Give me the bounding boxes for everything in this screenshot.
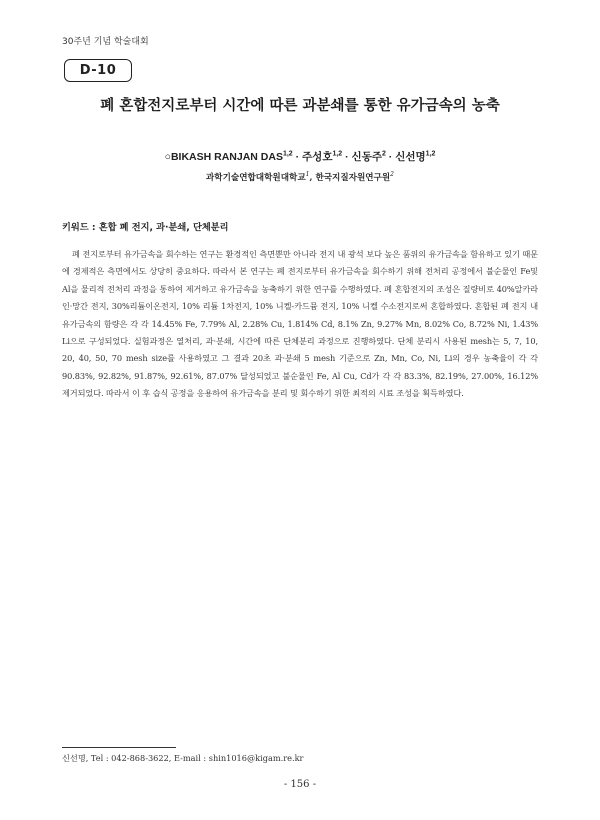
session-code-badge: D-10 xyxy=(64,59,132,82)
affiliation-1: 과학기술연합대학원대학교$^1$, xyxy=(206,171,316,183)
author-3: 신동주$^2$ · xyxy=(351,150,396,163)
author-4: 신선명$^{1,2}$ xyxy=(395,150,436,163)
abstract-body: 폐 전지로부터 유가금속을 회수하는 연구는 환경적인 측면뿐만 아니라 전지 내 광석 보다 높은 품위의 유가금속을 함유하고 있기 때문에 경제적은 측면에서도 상당히 중요하다. 따라서 본 연구는 폐 전지로부터 유가금속을 회수하기 위해 전처리 공정에서 불순물인 Fe및 Al을 물리적 전처리 과정을 통하여 제거하고 유가금속을 농축하기 위한 연구를 수행하였다. 폐 혼합전지의 조성은 질량비로 40%알카라인·망간 전지, 30%리튬이온전지, 10% 리튬 1차전지, 10% 니켈-카드뮴 전지, 10% 니켈 수소전지로써 혼합하였다. 혼합된 폐 전지 내 유가금속의 함량은 각 각 14.45% Fe, 7.79% Al, 2.28% Cu, 1.814% Cd, 8.1% Zn, 9.27% Mn, 8.02% Co, 8.72% Ni, 1.43% Li으로 구성되었다. 실험과정은 열처리, 과·분쇄, 시간에 따른 단체분리 과정으로 진행하였다. 단체 분리시 사용된 mesh는 5, 7, 10, 20, 40, 50, 70 mesh size를 사용하였고 그 결과 20초 과·분쇄 5 mesh 기준으로 Zn, Mn, Co, Ni, Li의 경우 농축율이 각 각 90.83%, 92.82%, 91.87%, 92.61%, 87.07% 달성되었고 불순물인 Fe, Al Cu, Cd가 각 각 83.3%, 82.19%, 27.00%, 16.12% 제거되었다. 따라서 이 후 습식 공정을 응용하여 유가금속을 분리 및 회수하기 위한 최적의 시료 조성을 획득하였다. xyxy=(62,249,538,399)
author-1: ○BIKASH RANJAN DAS$^{1,2}$ · xyxy=(164,150,303,163)
corresponding-author-footnote: 신선명, Tel : 042-868-3622, E-mail : shin1016@kigam.re.kr xyxy=(62,753,304,763)
affiliation-list xyxy=(0,171,600,183)
affiliation-2: 한국지질자원연구원$^2$ xyxy=(315,171,394,183)
keywords: 키워드 : 혼합 폐 전지, 과·분쇄, 단체분리 xyxy=(62,222,229,233)
conference-header: 30주년 기념 학술대회 xyxy=(62,37,149,47)
paper-title: 폐 혼합전지로부터 시간에 따른 과분쇄를 통한 유가금속의 농축 xyxy=(100,98,500,114)
footnote-divider xyxy=(62,747,176,748)
page-number: - 156 - xyxy=(283,779,317,790)
author-list xyxy=(0,149,600,164)
author-2: 주성호$^{1,2}$ · xyxy=(302,150,352,163)
